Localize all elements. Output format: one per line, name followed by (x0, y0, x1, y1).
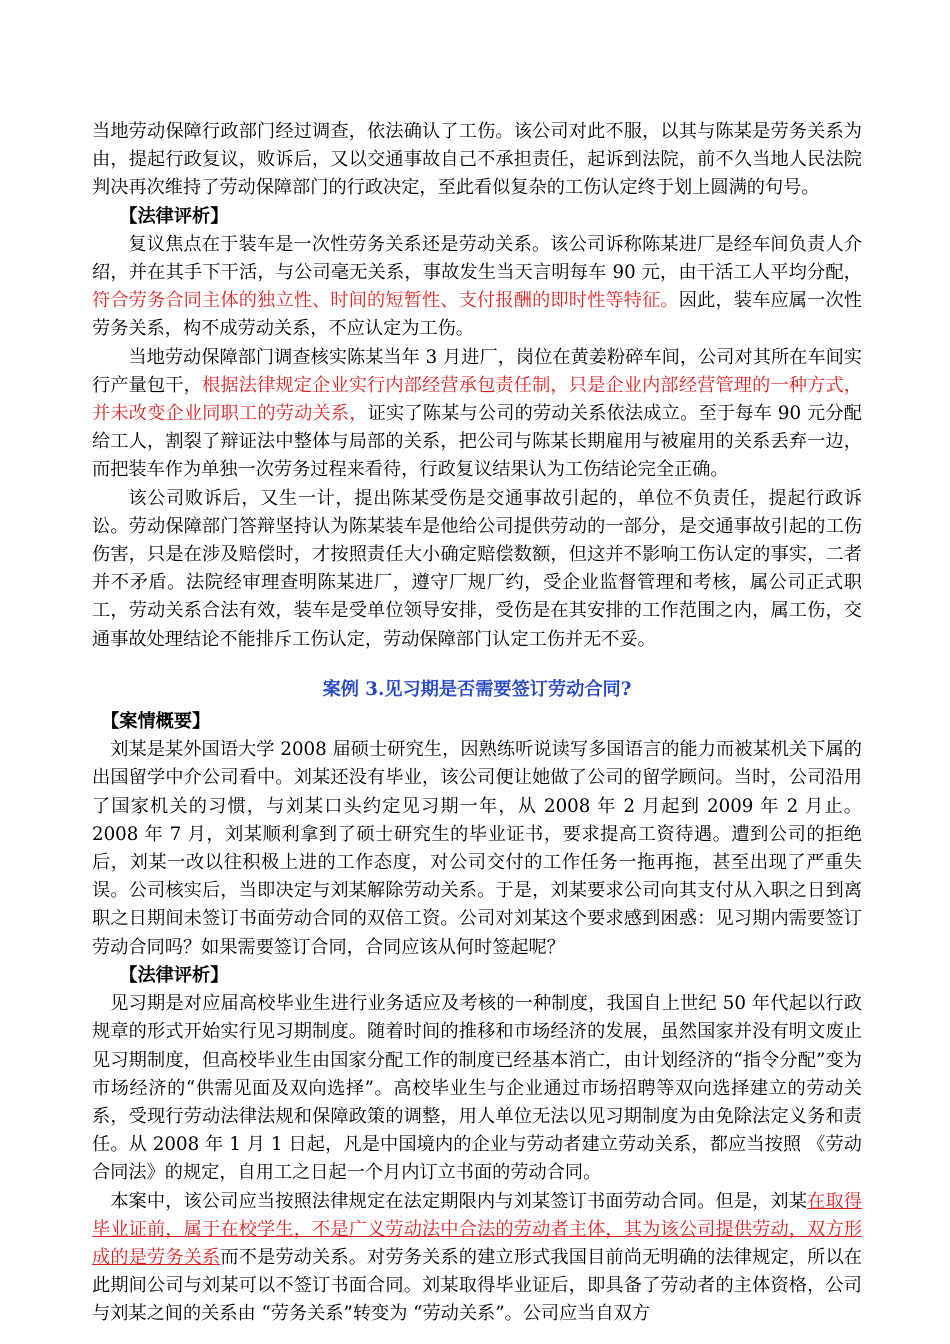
heading-legal-analysis-1: 【法律评析】 (119, 205, 229, 227)
paragraph-probation-system: 见习期是对应届高校毕业生进行业务适应及考核的一种制度，我国自上世纪 50 年代起以行政规章的形式开始实行见习期制度。随着时间的推移和市场经济的发展，虽然国家并没有明文废止见习期制度，但高校毕业生由国家分配工作的制度已经基本消亡，由计划经济的“指令分配”变为市场经济的“供需见面及双向选择”。高校毕业生与企业通过市场招聘等双向选择建立的劳动关系，受现行劳动法律法规和保障政策的调整，用人单位无法以见习期制度为由免除法定义务和责任。从 2008 年 1 月 1 日起，凡是中国境内的企业与劳动者建立劳动关系，都应当按照 《劳动合同法》的规定，自用工之日起一个月内订立书面的劳动合同。 (92, 993, 862, 1184)
text-segment: 复议焦点在于装车是一次性劳务关系还是劳动关系。该公司诉称陈某进厂是经车间负责人介绍，并在其手下干活，与公司毫无关系，事故发生当天言明每车 90 元，由干活工人平均分配， (92, 233, 862, 284)
highlighted-text: 根据法律规定企业实行内部经营承包责任制，只是企业内部经营管理的一种方式，并未改变企业同职工的劳动关系， (92, 374, 862, 425)
text-segment: 本案中，该公司应当按照法律规定在法定期限内与刘某签订书面劳动合同。但是，刘某 (110, 1190, 808, 1212)
paragraph-intro: 当地劳动保障行政部门经过调查，依法确认了工伤。该公司对此不服，以其与陈某是劳务关系为由，提起行政复议，败诉后，又以交通事故自己不承担责任，起诉到法院，前不久当地人民法院判决再次维持了劳动保障部门的行政决定，至此看似复杂的工伤认定终于划上圆满的句号。 (92, 121, 862, 199)
paragraph-lawsuit: 该公司败诉后，又生一计，提出陈某受伤是交通事故引起的，单位不负责任，提起行政诉讼。劳动保障部门答辩坚持认为陈某装车是他给公司提供劳动的一部分，是交通事故引起的工伤伤害，只是在涉及赔偿时，才按照责任大小确定赔偿数额，但这并不影响工伤认定的事实，二者并不矛盾。法院经审理查明陈某进厂，遵守厂规厂约，受企业监督管理和考核，属公司正式职工，劳动关系合法有效，装车是受单位领导安排，受伤是在其安排的工作范围之内，属工伤，交通事故处理结论不能排斥工伤认定，劳动保障部门认定工伤并无不妥。 (92, 487, 862, 650)
text-segment: 因此，装车应属一次性劳务关系，构不成劳动关系，不应认定为工伤。 (92, 290, 862, 340)
paragraph-review-focus (92, 231, 862, 344)
heading-legal-analysis-2: 【法律评析】 (119, 964, 229, 986)
heading-case-summary: 【案情概要】 (101, 711, 211, 733)
highlighted-text: 符合劳务合同主体的独立性、时间的短暂性、支付报酬的即时性等特征。 (92, 290, 679, 312)
paragraph-case-summary: 刘某是某外国语大学 2008 届硕士研究生，因熟练听说读写多国语言的能力而被某机关下属的出国留学中介公司看中。刘某还没有毕业，该公司便让她做了公司的留学顾问。当时，公司沿用了国家机关的习惯，与刘某口头约定见习期一年，从 2008 年 2 月起到 2009 年 2 月止。2008 年 7 月，刘某顺利拿到了硕士研究生的毕业证书，要求提高工资待遇。遭到公司的拒绝后，刘某一改以往积极上进的工作态度，对公司交付的工作任务一拖再拖，甚至出现了严重失误。公司核实后，当即决定与刘某解除劳动关系。于是，刘某要求公司向其支付从入职之日到离职之日期间未签订书面劳动合同的双倍工资。公司对刘某这个要求感到困惑：见习期内需要签订劳动合同吗？如果需要签订合同，合同应该从何时签起呢？ (92, 739, 862, 958)
document-page (92, 118, 862, 1329)
paragraph-labor-dept-findings (92, 344, 862, 485)
text-segment: 当地劳动保障部门调查核实陈某当年 3 月进厂，岗位在黄姜粉碎车间，公司对其所在车间实行产量包干， (92, 346, 862, 396)
text-segment: 证实了陈某与公司的劳动关系依法成立。至于每车 90 元分配给工人，割裂了辩证法中整体与局部的关系，把公司与陈某长期雇用与被雇用的关系丢弃一边，而把装车作为单独一次劳务过程来看待，行政复议结果认为工伤结论完全正确。 (92, 403, 862, 481)
paragraph-case-conclusion (92, 1188, 862, 1329)
underlined-highlighted-text: 在取得毕业证前，属于在校学生，不是广义劳动法中合法的劳动者主体，其为该公司提供劳动，双方形成的是劳务关系 (92, 1190, 862, 1268)
text-segment: 而不是劳动关系。对劳务关系的建立形式我国目前尚无明确的法律规定，所以在此期间公司与刘某可以不签订书面合同。刘某取得毕业证后，即具备了劳动者的主体资格，公司与刘某之间的关系由 “劳务关系”转变为 “劳动关系”。公司应当自双方 (92, 1246, 862, 1325)
case-3-title: 案例 3.见习期是否需要签订劳动合同? (322, 678, 632, 700)
